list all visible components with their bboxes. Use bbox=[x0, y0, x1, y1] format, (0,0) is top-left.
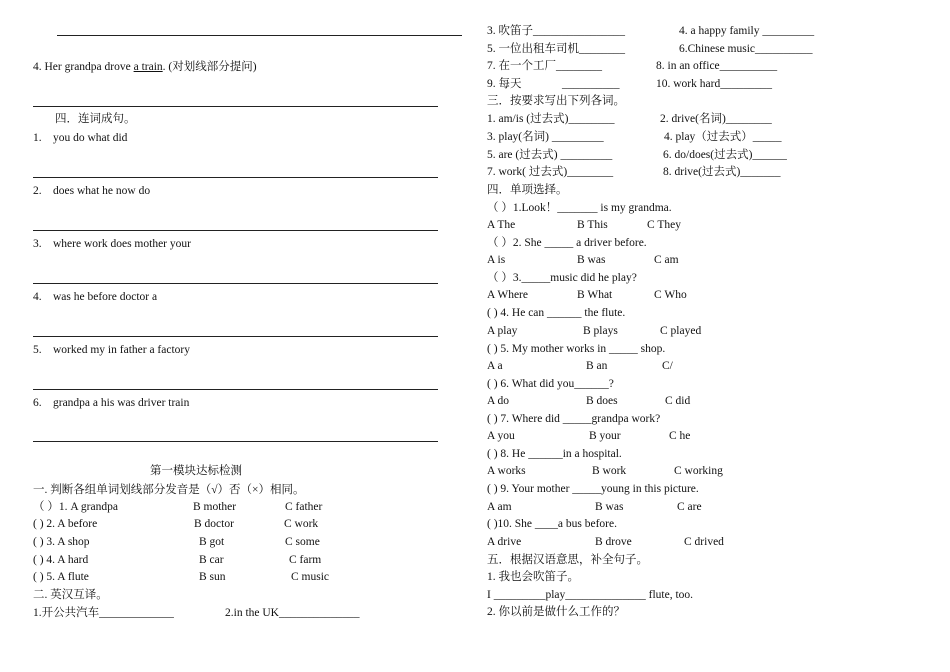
answer-line bbox=[33, 283, 438, 284]
sentence-2-chinese: 2. 你以前是做什么工作的？ bbox=[487, 606, 625, 618]
mcq-option-b: B plays bbox=[583, 325, 618, 337]
reorder-num: 6. bbox=[33, 397, 42, 409]
mcq-question: （ ）1.Look！_______ is my grandma. bbox=[487, 202, 672, 214]
mcq-option-b: B does bbox=[586, 395, 618, 407]
reorder-num: 1. bbox=[33, 132, 42, 144]
mcq-option-c: C working bbox=[674, 465, 723, 477]
phonetics-option-b: B mother bbox=[193, 501, 237, 513]
answer-line bbox=[33, 441, 438, 442]
mcq-option-b: B an bbox=[586, 360, 608, 372]
mcq-option-c: C are bbox=[677, 501, 702, 513]
question-4-text: 4. Her grandpa drove a train. (对划线部分提问) bbox=[33, 61, 257, 73]
translation-item: 10. work hard_________ bbox=[656, 78, 772, 90]
phonetics-question: ( ) 3. A shop bbox=[33, 536, 90, 548]
sentence-1-english: I _________play______________ flute, too. bbox=[487, 589, 694, 601]
reorder-words: was he before doctor a bbox=[53, 291, 158, 303]
module-title: 第一模块达标检测 bbox=[150, 465, 242, 477]
mcq-option-c: C drived bbox=[684, 536, 724, 548]
section-3-title: 三．按要求写出下列各词。 bbox=[487, 95, 625, 107]
mcq-option-b: B work bbox=[592, 465, 627, 477]
mcq-option-a: A The bbox=[487, 219, 516, 231]
phonetics-question: ( ) 2. A before bbox=[33, 518, 98, 530]
word-form-item: 7. work( 过去式)________ bbox=[487, 166, 614, 178]
reorder-num: 4. bbox=[33, 291, 42, 303]
word-form-item: 8. drive(过去式)_______ bbox=[663, 166, 781, 178]
mcq-option-a: A works bbox=[487, 465, 526, 477]
mcq-option-c: C/ bbox=[662, 360, 673, 372]
reorder-words: where work does mother your bbox=[53, 238, 191, 250]
reorder-words: does what he now do bbox=[53, 185, 151, 197]
phonetics-option-c: C music bbox=[291, 571, 330, 583]
reorder-words: you do what did bbox=[53, 132, 128, 144]
mcq-option-a: A you bbox=[487, 430, 515, 442]
phonetics-option-b: B car bbox=[199, 554, 224, 566]
translation-blank: __________ bbox=[562, 78, 620, 90]
underlined-phrase: a train bbox=[133, 61, 163, 73]
phonetics-option-c: C work bbox=[284, 518, 319, 530]
mcq-question: ( ) 9. Your mother _____young in this picture. bbox=[487, 483, 699, 495]
answer-line bbox=[33, 177, 438, 178]
word-form-item: 6. do/does(过去式)______ bbox=[663, 149, 787, 161]
translation-item: 7. 在一个工厂________ bbox=[487, 60, 602, 72]
translation-item: 5. 一位出租车司机________ bbox=[487, 43, 625, 55]
mcq-option-a: A a bbox=[487, 360, 503, 372]
mcq-option-b: B drove bbox=[595, 536, 632, 548]
reorder-num: 5. bbox=[33, 344, 42, 356]
mcq-option-a: A Where bbox=[487, 289, 528, 301]
mcq-option-c: C played bbox=[660, 325, 702, 337]
translation-item: 8. in an office__________ bbox=[656, 60, 778, 72]
phonetics-question: ( ) 5. A flute bbox=[33, 571, 89, 583]
phonetics-option-b: B doctor bbox=[194, 518, 234, 530]
mcq-option-c: C They bbox=[647, 219, 681, 231]
section-5-title: 五．根据汉语意思，补全句子。 bbox=[487, 554, 648, 566]
phonetics-option-b: B sun bbox=[199, 571, 226, 583]
reorder-num: 3. bbox=[33, 238, 42, 250]
mcq-option-a: A is bbox=[487, 254, 506, 266]
mcq-question: ( ) 8. He ______in a hospital. bbox=[487, 448, 622, 460]
mcq-question: ( ) 5. My mother works in _____ shop. bbox=[487, 343, 666, 355]
mcq-question: （ ）2. She _____ a driver before. bbox=[487, 237, 647, 249]
mcq-option-b: B This bbox=[577, 219, 608, 231]
mcq-option-b: B was bbox=[595, 501, 624, 513]
mcq-option-b: B What bbox=[577, 289, 613, 301]
translation-item: 4. a happy family _________ bbox=[679, 25, 815, 37]
mcq-option-a: A play bbox=[487, 325, 518, 337]
sentence-1-chinese: 1. 我也会吹笛子。 bbox=[487, 571, 579, 583]
reorder-words: worked my in father a factory bbox=[53, 344, 190, 356]
phonetics-option-c: C father bbox=[285, 501, 323, 513]
section-4-title-mcq: 四．单项选择。 bbox=[487, 184, 568, 196]
section-4-title: 四．连词成句。 bbox=[55, 113, 136, 125]
mcq-question: ( ) 4. He can ______ the flute. bbox=[487, 307, 626, 319]
translation-item: 6.Chinese music__________ bbox=[679, 43, 813, 55]
mcq-option-a: A am bbox=[487, 501, 512, 513]
word-form-item: 2. drive(名词)________ bbox=[660, 113, 772, 125]
mcq-question: ( ) 7. Where did _____grandpa work? bbox=[487, 413, 661, 425]
mcq-question: ( )10. She ____a bus before. bbox=[487, 518, 617, 530]
answer-line bbox=[33, 336, 438, 337]
reorder-num: 2. bbox=[33, 185, 42, 197]
phonetics-option-c: C some bbox=[285, 536, 320, 548]
mcq-option-c: C he bbox=[669, 430, 691, 442]
translation-title: 二. 英汉互译。 bbox=[33, 589, 108, 601]
mcq-option-c: C Who bbox=[654, 289, 687, 301]
translation-item: 9. 每天 bbox=[487, 78, 522, 90]
phonetics-title: 一. 判断各组单词划线部分发音是（√）否（×）相同。 bbox=[33, 484, 305, 496]
phonetics-option-b: B got bbox=[199, 536, 225, 548]
mcq-question: ( ) 6. What did you______? bbox=[487, 378, 614, 390]
phonetics-question: （ ）1. A grandpa bbox=[33, 501, 118, 513]
mcq-option-a: A do bbox=[487, 395, 510, 407]
answer-line bbox=[33, 389, 438, 390]
phonetics-option-c: C farm bbox=[289, 554, 322, 566]
word-form-item: 4. play（过去式）_____ bbox=[664, 131, 782, 143]
answer-line-top bbox=[57, 35, 462, 36]
word-form-item: 3. play(名词) _________ bbox=[487, 131, 604, 143]
answer-line-q4 bbox=[33, 106, 438, 107]
reorder-words: grandpa a his was driver train bbox=[53, 397, 190, 409]
phonetics-question: ( ) 4. A hard bbox=[33, 554, 89, 566]
mcq-option-c: C am bbox=[654, 254, 679, 266]
translation-item: 3. 吹笛子________________ bbox=[487, 25, 625, 37]
mcq-question: （ ）3._____music did he play? bbox=[487, 272, 637, 284]
mcq-option-b: B your bbox=[589, 430, 621, 442]
mcq-option-a: A drive bbox=[487, 536, 522, 548]
translation-item-2: 2.in the UK______________ bbox=[225, 607, 360, 619]
mcq-option-b: B was bbox=[577, 254, 606, 266]
word-form-item: 5. are (过去式) _________ bbox=[487, 149, 613, 161]
word-form-item: 1. am/is (过去式)________ bbox=[487, 113, 615, 125]
answer-line bbox=[33, 230, 438, 231]
mcq-option-c: C did bbox=[665, 395, 691, 407]
translation-item-1: 1.开公共汽车_____________ bbox=[33, 607, 174, 619]
